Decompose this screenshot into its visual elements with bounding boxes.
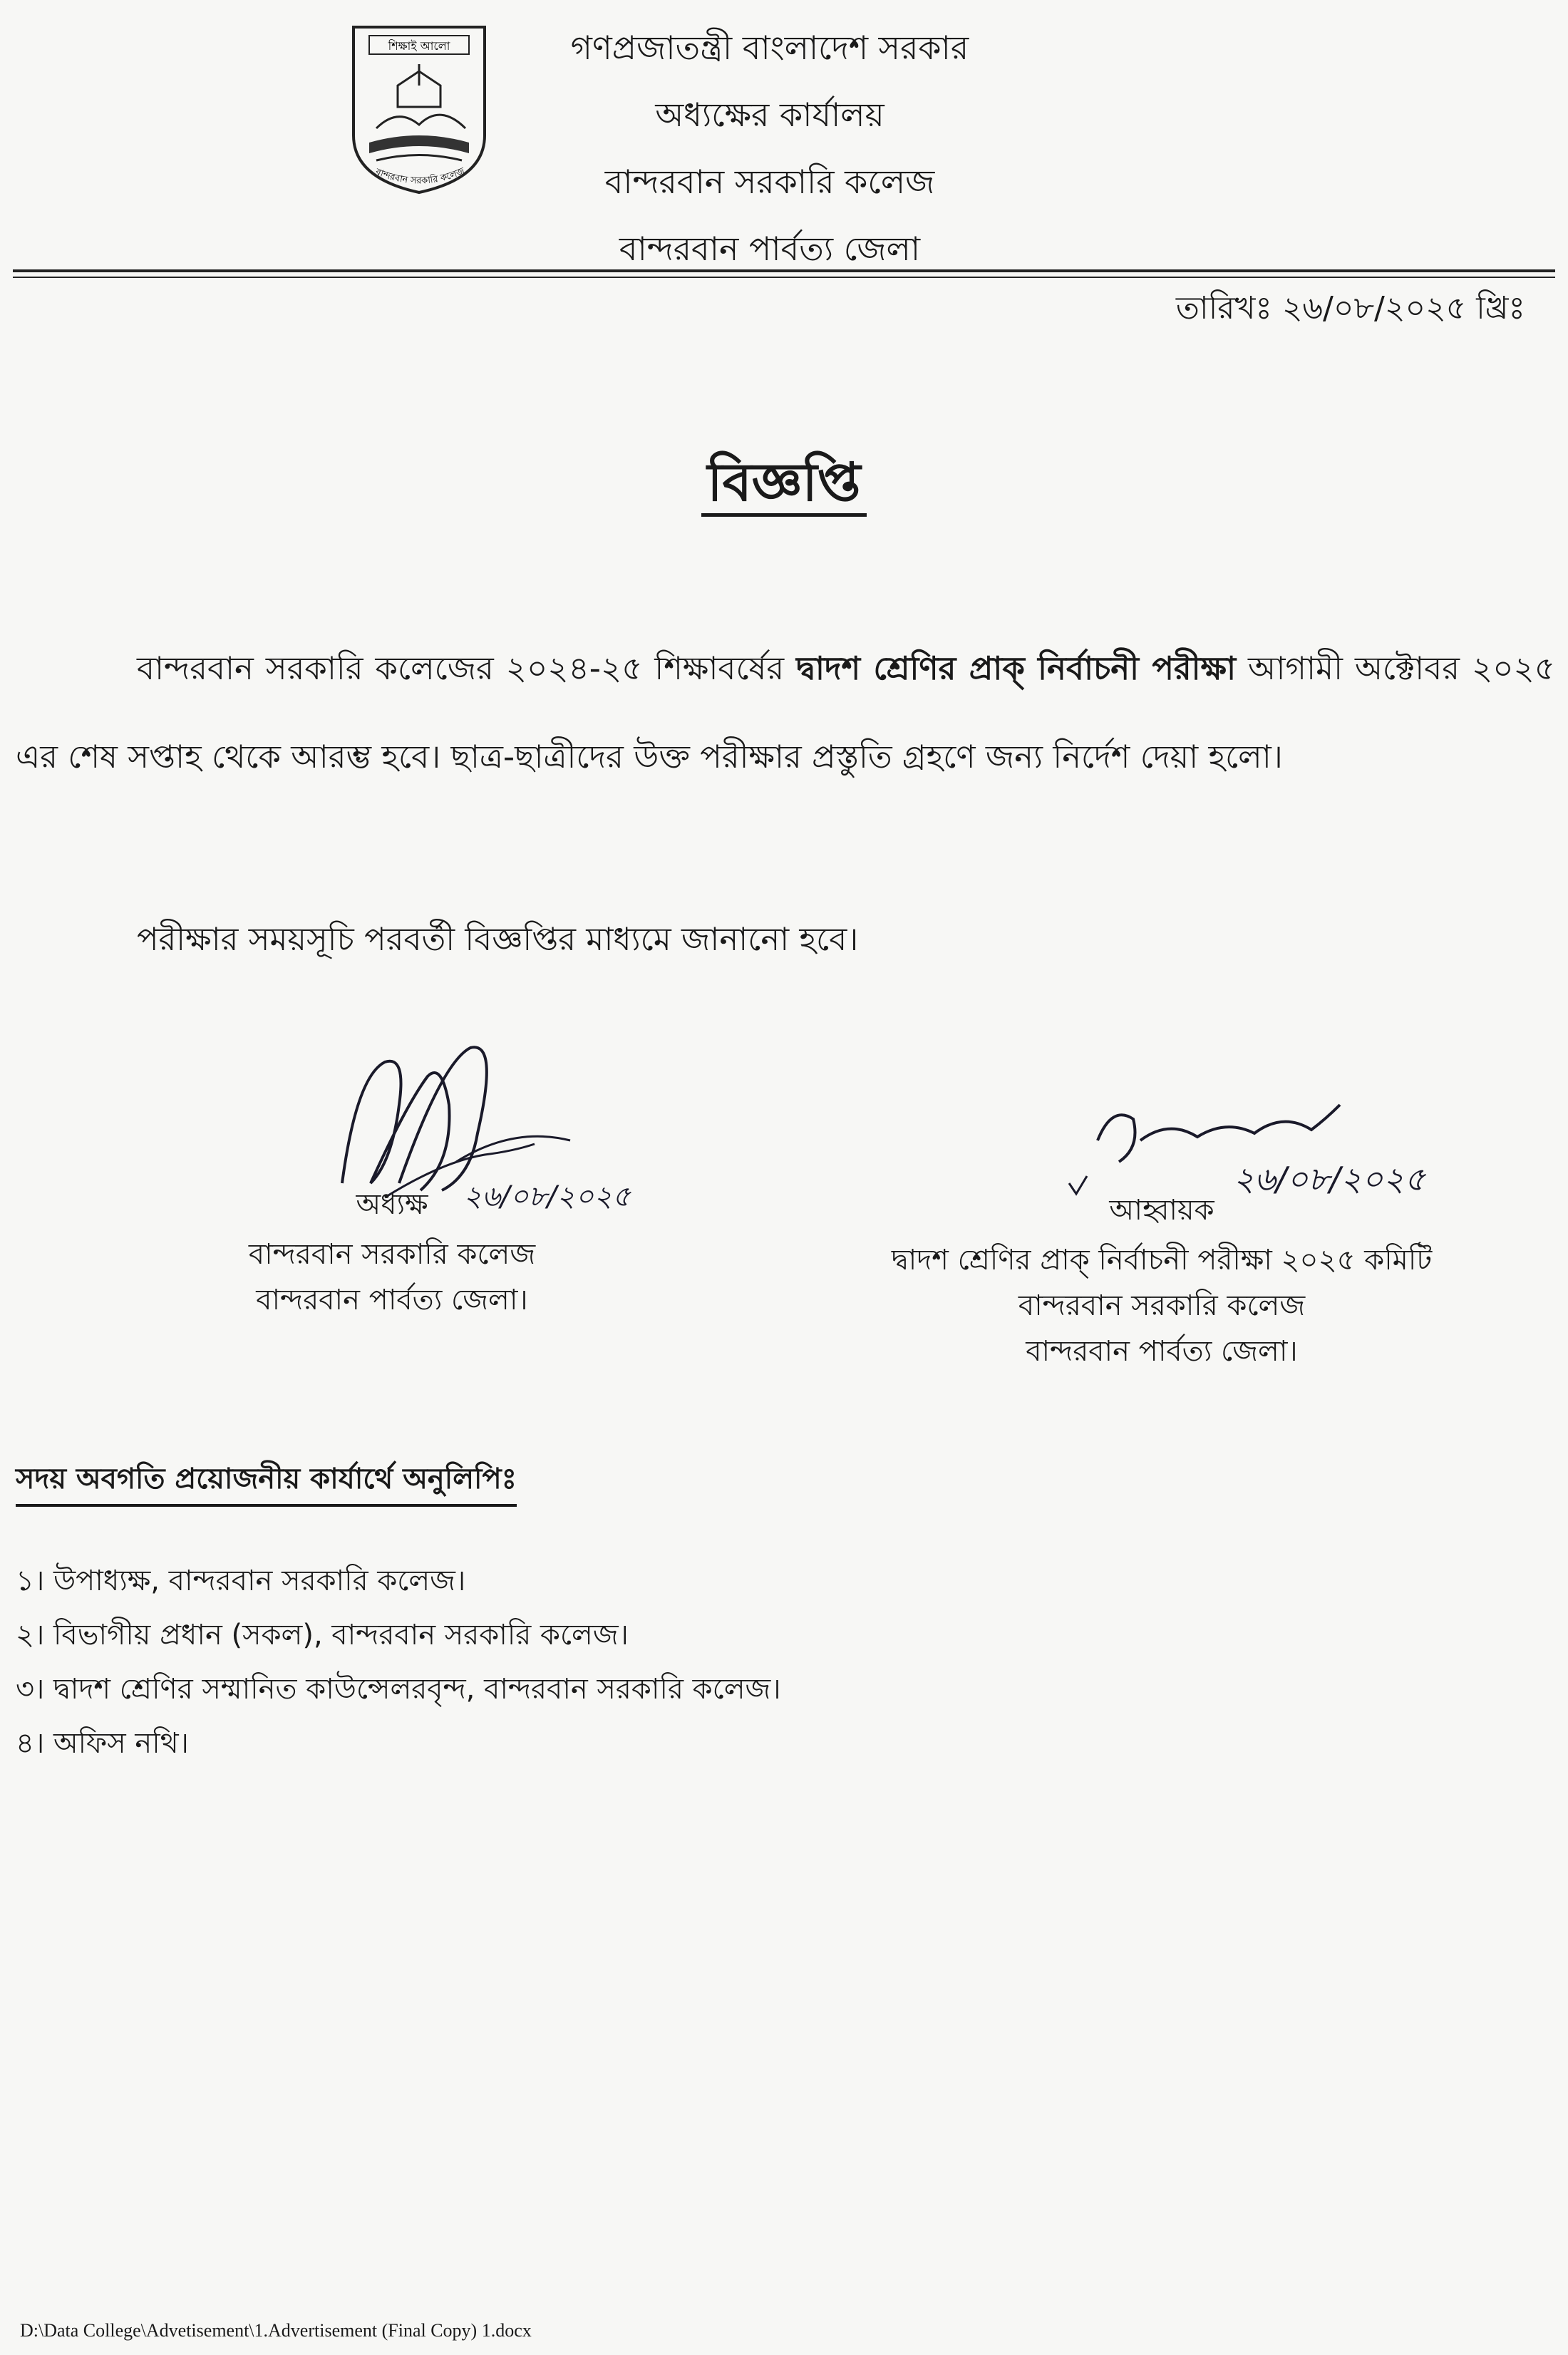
body-text-end: আগামী অক্টোবর ২০২৫ এর শেষ সপ্তাহ থেকে আরম্ভ হবে। ছাত্র-ছাত্রীদের উক্ত পরীক্ষার প্রস্তুতি গ্রহণে জন্য নির্দেশ দেয়া হলো। [16, 649, 1555, 775]
crest-motto: শিক্ষাই আলো [388, 39, 450, 53]
copy-list-item: ১। উপাধ্যক্ষ, বান্দরবান সরকারি কলেজ। [16, 1565, 466, 1597]
office-header [513, 14, 1026, 282]
header-line-college: বান্দরবান সরকারি কলেজ [604, 163, 935, 201]
convener-handwritten-date: ২৬/০৮/২০২৫ [1233, 1160, 1426, 1198]
header-divider-thin [13, 277, 1555, 278]
crest-ring-text: বান্দরবান সরকারি কলেজ [373, 165, 467, 187]
convener-district: বান্দরবান পার্বত্য জেলা। [1026, 1335, 1298, 1368]
principal-district: বান্দরবান পার্বত্য জেলা। [256, 1284, 528, 1316]
convener-signature-block [805, 1189, 1518, 1374]
notice-date: তারিখঃ ২৬/০৮/২০২৫ খ্রিঃ [1175, 290, 1525, 326]
principal-role: অধ্যক্ষ [356, 1188, 428, 1221]
header-line-government: গণপ্রজাতন্ত্রী বাংলাদেশ সরকার [570, 29, 969, 67]
notice-schedule-paragraph: পরীক্ষার সময়সূচি পরবর্তী বিজ্ঞপ্তির মাধ্যমে জানানো হবে। [137, 920, 859, 958]
copy-list [16, 1554, 781, 1771]
notice-body-paragraph [16, 624, 1555, 801]
college-crest-icon [348, 21, 490, 200]
header-line-office: অধ্যক্ষের কার্যালয় [655, 96, 884, 134]
convener-signature [1055, 1091, 1482, 1205]
principal-college: বান্দরবান সরকারি কলেজ [248, 1238, 536, 1271]
notice-title-text: বিজ্ঞপ্তি [701, 452, 866, 517]
convener-role: আহ্বায়ক [1109, 1194, 1214, 1227]
convener-committee: দ্বাদশ শ্রেণির প্রাক্ নির্বাচনী পরীক্ষা ২০২৫ কমিটি [891, 1244, 1433, 1277]
copy-list-item: ২। বিভাগীয় প্রধান (সকল), বান্দরবান সরকারি কলেজ। [16, 1619, 629, 1651]
body-exam-name: দ্বাদশ শ্রেণির প্রাক্ নির্বাচনী পরীক্ষা [796, 649, 1237, 687]
copy-list-heading: সদয় অবগতি প্রয়োজনীয় কার্যার্থে অনুলিপিঃ [16, 1454, 517, 1507]
header-divider-thick [13, 269, 1555, 272]
header-line-district: বান্দরবান পার্বত্য জেলা [619, 230, 921, 268]
copy-list-item: ৩। দ্বাদশ শ্রেণির সম্মানিত কাউন্সেলরবৃন্দ, বান্দরবান সরকারি কলেজ। [16, 1673, 781, 1706]
notice-title [0, 443, 1568, 522]
principal-handwritten-date: ২৬/০৮/২০২৫ [463, 1180, 631, 1212]
convener-college: বান্দরবান সরকারি কলেজ [1018, 1289, 1306, 1322]
principal-signature-block [178, 1183, 606, 1323]
document-file-path: D:\Data College\Advetisement\1.Advertisement (Final Copy) 1.docx [20, 2320, 532, 2341]
body-text-start: বান্দরবান সরকারি কলেজের ২০২৪-২৫ শিক্ষাবর্ষের [137, 649, 797, 687]
copy-list-item: ৪। অফিস নথি। [16, 1727, 189, 1760]
